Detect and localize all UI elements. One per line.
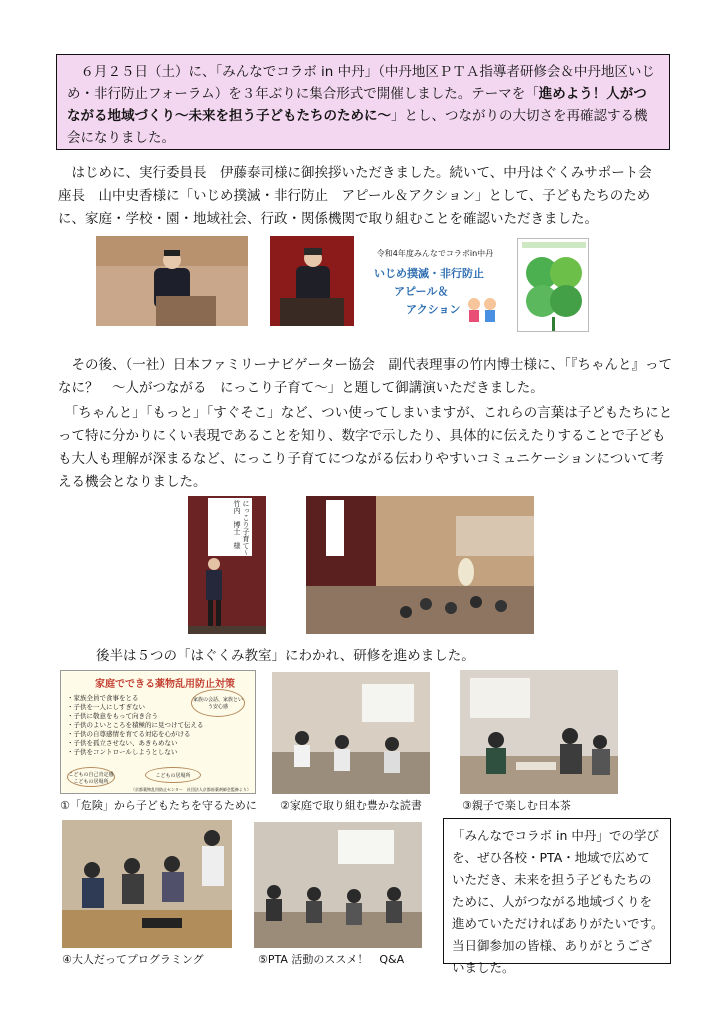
intro-text-post: 」とし、つながりの大切さを再確認する機会になりました。 xyxy=(67,108,648,146)
photo-reading-class xyxy=(272,672,430,794)
closing-box: 「みんなでコラボ in 中丹」での学びを、ぜひ各校・PTA・地域で広めていただき、未来を担う子どもたちのために、人がつながる地域づくりを進めていただければありがたいです。 当日御参加の皆様、ありがとうございました。 xyxy=(443,818,671,964)
list-item: ・家族全員で食事をとる xyxy=(67,694,139,702)
drug-slide-title: 家庭でできる薬物乱用防止対策 xyxy=(95,679,235,690)
intro-text-pre: ６月２５日（土）に、「みんなでコラボ in 中丹」（中丹地区ＰＴＡ指導者研修会＆中丹地区いじめ・非行防止フォーラム）を３年ぶりに集合形式で開催しました。テーマを「 xyxy=(67,64,655,102)
banner-name: 竹内 博士 様 xyxy=(233,500,241,549)
section-heading-classes: 後半は５つの「はぐくみ教室」にわかれ、研修を進めました。 xyxy=(96,648,475,664)
list-item: ・子供に敬意をもって向き合う xyxy=(67,712,158,720)
bubble-family: 家族の会話、家族という安心感 xyxy=(191,689,245,717)
list-item: ・子供を孤立させない、あきらめない xyxy=(67,739,178,747)
slide-drug-prevention xyxy=(60,670,256,794)
paragraph-greetings: はじめに、実行委員長 伊藤泰司様に御挨拶いただきました。続いて、中丹はぐくみサポート会 座長 山中史香様に「いじめ撲滅・非行防止 アピール＆アクション」として、子どもたちのために、家庭・学校・園・地域社会、行政・関係機関で取り組むことを確認いただきました。 xyxy=(58,165,666,227)
intro-box xyxy=(56,54,670,150)
clover-leaflet xyxy=(517,238,589,332)
slide-appeal-action xyxy=(366,240,504,326)
slide-title: 令和4年度みんなでコラボin中丹 xyxy=(376,249,494,258)
photo-podium-speaker xyxy=(270,236,354,326)
slide-line1: いじめ撲滅・非行防止 xyxy=(374,267,484,280)
caption-class4: ④大人だってプログラミング xyxy=(62,953,204,966)
slide-line3: アクション xyxy=(406,303,461,316)
slide-line2: アピール＆ xyxy=(394,285,449,298)
caption-class1: ①「危険」から子どもたちを守るために xyxy=(60,799,257,812)
caption-class3: ③親子で楽しむ日本茶 xyxy=(462,799,571,812)
photo-programming-class xyxy=(62,820,232,948)
drug-slide-source: （京都薬物乱用防止センター 社団法人京都府薬剤師会監修より） xyxy=(131,787,251,792)
photo-lecturer xyxy=(188,496,266,634)
photo-pta-class xyxy=(254,822,422,948)
photo-audience-hall xyxy=(306,496,534,634)
list-item: ・子供のよいところを積極的に見つけて伝える xyxy=(67,721,204,729)
caption-class5: ⑤PTA 活動のススメ！ Q&A xyxy=(258,953,405,966)
banner-title: にっこり子育て～ xyxy=(242,500,250,556)
paragraph-lecture-detail: 「ちゃんと」「もっと」「すぐそこ」など、つい使ってしまいますが、これらの言葉は子どもたちにとって特に分かりにくい表現であることを知り、数字で示したり、具体的に伝えたりすることで子どもも大人も理解が深まるなど、にっこり子育てにつながる伝わりやすいコミュニケーションについて考える機会となりました。 xyxy=(58,405,673,490)
caption-class2: ②家庭で取り組む豊かな読書 xyxy=(280,799,422,812)
bubble-self-esteem: こどもの自己肯定感 こどもの居場所 xyxy=(67,767,115,787)
list-item: ・子供を一人にしすぎない xyxy=(67,703,145,711)
bubble-place: こどもの居場所 xyxy=(145,767,201,783)
banner xyxy=(208,498,252,562)
list-item: ・子供の自尊感情を育てる対応を心がける xyxy=(67,730,191,738)
photo-chairman-speech xyxy=(96,236,248,326)
list-item: ・子供をコントロールしようとしない xyxy=(67,748,178,756)
paragraph-lecture: その後、（一社）日本ファミリーナビゲーター協会 副代表理事の竹内博士様に、「『ちゃんと』ってなに？ ～人がつながる にっこり子育て～」と題して御講演いただきました。 xyxy=(58,357,672,396)
children-illustration xyxy=(466,296,500,324)
photo-tea-class xyxy=(460,670,618,794)
intro-theme: 進めよう！人がつながる地域づくり～未来を担う子どもたちのために～ xyxy=(67,86,647,124)
